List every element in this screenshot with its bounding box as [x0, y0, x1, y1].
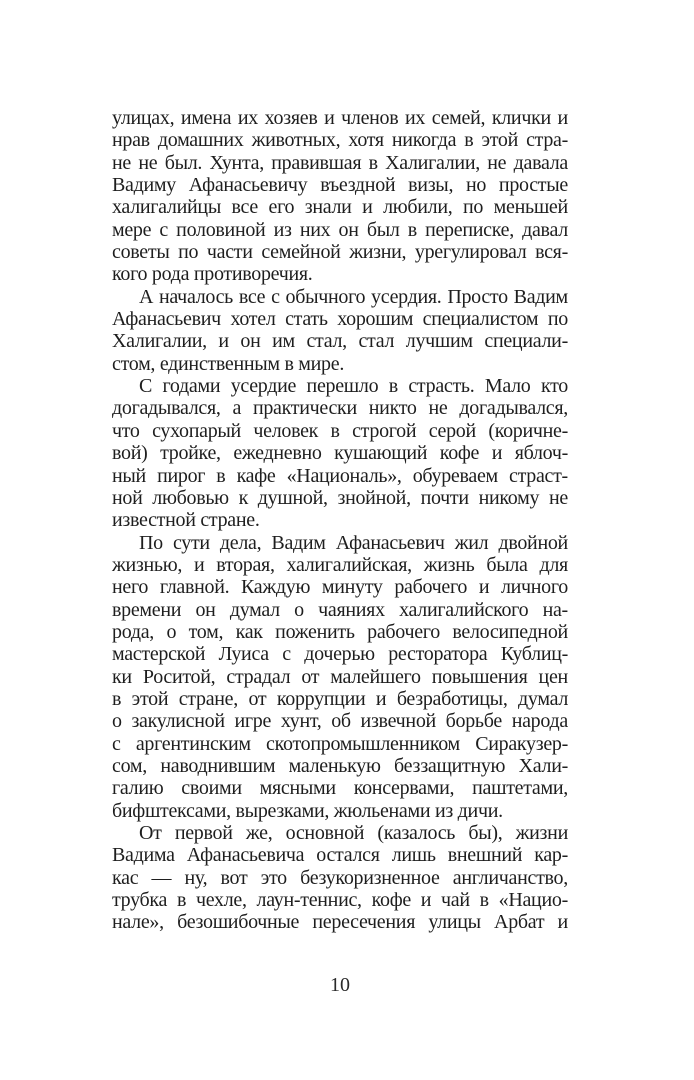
text-line: нале», безошибочные пересечения улицы Арбат и — [112, 911, 568, 934]
text-line: догадывался, а практически никто не догадывался, — [112, 397, 568, 420]
text-line: А началось все с обычного усердия. Просто Вадим — [139, 285, 568, 308]
text-line: трубка в чехле, лаун-теннис, кофе и чай в «Нацио- — [112, 889, 568, 912]
text-line: сом, наводнившим маленькую беззащитную Хали- — [112, 754, 568, 777]
text-line: него главной. Каждую минуту рабочего и личного — [112, 576, 568, 599]
text-line: галию своими мясными консервами, паштетами, — [112, 777, 568, 800]
text-line: стом, единственным в мире. — [112, 352, 345, 375]
text-block — [112, 107, 568, 934]
text-line: нрав домашних животных, хотя никогда в этой стра- — [112, 129, 568, 152]
text-line: вой) тройке, ежедневно кушающий кофе и яблоч- — [112, 442, 568, 465]
text-line: известной стране. — [112, 509, 260, 532]
text-line: с аргентинским скотопромышленником Сиракузер- — [112, 732, 568, 755]
text-line: улицах, имена их хозяев и членов их семей, клички и — [112, 107, 568, 129]
page-number: 10 — [330, 974, 350, 996]
text-line: мастерской Луиса с дочерью ресторатора Кублиц- — [112, 643, 568, 666]
text-line: ки Роситой, страдал от малейшего повышения цен — [112, 665, 568, 688]
text-line: ный пирог в кафе «Националь», обуреваем страст- — [112, 464, 568, 487]
text-line: Халигалии, и он им стал, стал лучшим специали- — [112, 330, 568, 353]
text-line: Вадима Афанасьевича остался лишь внешний кар- — [112, 844, 568, 867]
text-line: о закулисной игре хунт, об извечной борьбе народа — [112, 710, 568, 733]
text-line: От первой же, основной (казалось бы), жизни — [139, 822, 568, 844]
text-line: С годами усердие перешло в страсть. Мало кто — [139, 375, 568, 398]
text-line: жизнью, и вторая, халигалийская, жизнь была для — [112, 553, 568, 576]
text-line: не не был. Хунта, правившая в Халигалии, не давала — [112, 151, 568, 174]
text-line: что сухопарый человек в строгой серой (коричне- — [112, 419, 568, 442]
text-line: халигалийцы все его знали и любили, по меньшей — [112, 196, 568, 219]
text-line: бифштексами, вырезками, жюльенами из дичи. — [112, 799, 503, 822]
text-line: кого рода противоречия. — [112, 263, 313, 286]
text-line: в этой стране, от коррупции и безработицы, думал — [112, 687, 568, 710]
text-line: советы по части семейной жизни, урегулировал вся- — [112, 241, 568, 264]
text-line: времени он думал о чаяниях халигалийского на- — [112, 598, 568, 621]
text-line: мере с половиной из них он был в переписке, давал — [112, 218, 568, 241]
text-line: Афанасьевич хотел стать хорошим специалистом по — [112, 308, 568, 331]
text-line: рода, о том, как поженить рабочего велосипедной — [112, 620, 568, 643]
text-line: По сути дела, Вадим Афанасьевич жил двойной — [139, 531, 568, 554]
text-line: кас — ну, вот это безукоризненное англичанство, — [112, 866, 568, 889]
text-line: ной любовью к душной, знойной, почти никому не — [112, 486, 568, 509]
text-line: Вадиму Афанасьевичу въездной визы, но простые — [112, 174, 568, 197]
